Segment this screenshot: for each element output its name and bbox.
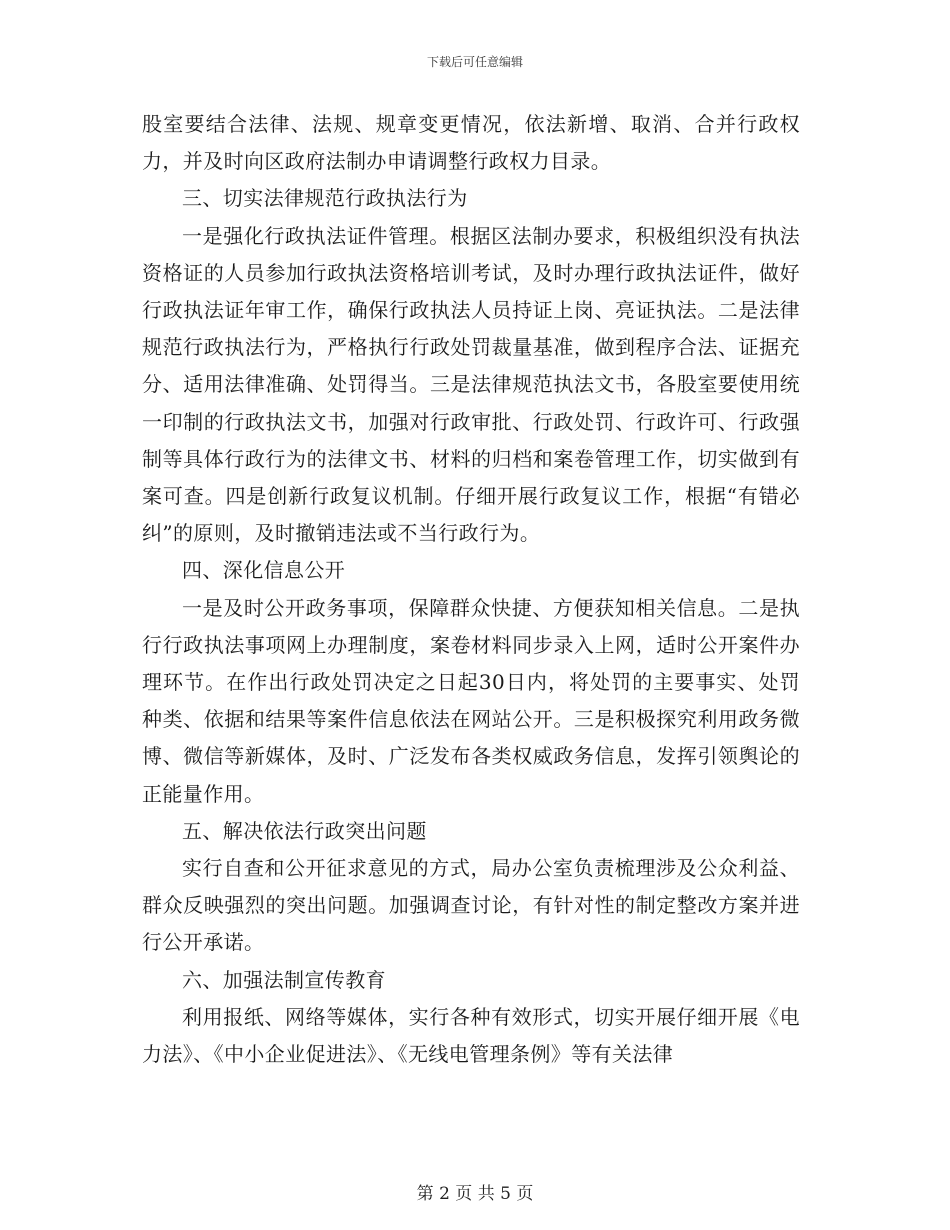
paragraph-issues: 实行自查和公开征求意见的方式，局办公室负责梳理涉及公众利益、群众反映强烈的突出问题。加强调查讨论，有针对性的制定整改方案并进行公开承诺。 <box>142 856 800 955</box>
page-number: 第 2 页 共 5 页 <box>416 1184 534 1204</box>
paragraph-disclosure: 一是及时公开政务事项，保障群众快捷、方便获知相关信息。二是执行行政执法事项网上办理制度，案卷材料同步录入上网，适时公开案件办理环节。在作出行政处罚决定之日起30日内，将处罚的主要事实、处罚种类、依据和结果等案件信息依法在网站公开。三是积极探究利用政务微博、微信等新媒体，及时、广泛发布各类权威政务信息，发挥引领舆论的正能量作用。 <box>142 595 800 806</box>
section-heading-6: 六、加强法制宣传教育 <box>182 967 386 992</box>
section-heading-5: 五、解决依法行政突出问题 <box>182 818 427 843</box>
paragraph-publicity: 利用报纸、网络等媒体，实行各种有效形式，切实开展仔细开展《电力法》、《中小企业促进法》、《无线电管理条例》等有关法律 <box>142 1004 800 1067</box>
section-heading-4: 四、深化信息公开 <box>182 558 346 583</box>
paragraph-enforcement: 一是强化行政执法证件管理。根据区法制办要求，积极组织没有执法资格证的人员参加行政执法资格培训考试，及时办理行政执法证件，做好行政执法证年审工作，确保行政执法人员持证上岗、亮证执法。二是法律规范行政执法行为，严格执行行政处罚裁量基准，做到程序合法、证据充分、适用法律准确、处罚得当。三是法律规范执法文书，各股室要使用统一印制的行政执法文书，加强对行政审批、行政处罚、行政许可、行政强制等具体行政行为的法律文书、材料的归档和案卷管理工作，切实做到有案可查。四是创新行政复议机制。仔细开展行政复议工作，根据“有错必纠”的原则，及时撤销违法或不当行政行为。 <box>142 223 800 546</box>
page-header: 下载后可任意编辑 <box>426 55 523 69</box>
document-body <box>142 106 800 1073</box>
paragraph-continuation: 股室要结合法律、法规、规章变更情况，依法新增、取消、合并行政权力，并及时向区政府法制办申请调整行政权力目录。 <box>142 112 800 174</box>
section-heading-3: 三、切实法律规范行政执法行为 <box>182 186 468 211</box>
